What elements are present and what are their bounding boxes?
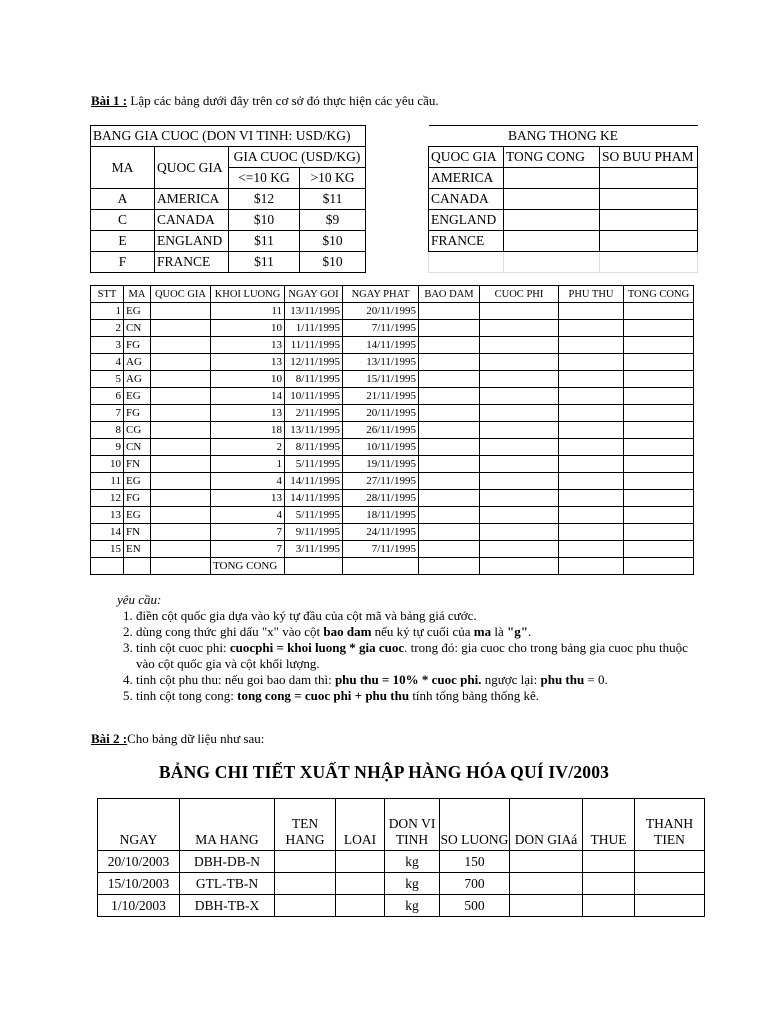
import-header-cell: SO LUONG <box>440 799 510 851</box>
main-row <box>91 388 694 405</box>
main-quoc-gia <box>151 405 211 422</box>
main-ngay-phat: 28/11/1995 <box>343 490 419 507</box>
main-empty-cell <box>419 320 480 337</box>
requirement-text: bao dam <box>323 624 372 639</box>
requirement-text: ngược lại: <box>481 672 541 687</box>
main-quoc-gia <box>151 439 211 456</box>
import-thue <box>583 895 635 917</box>
main-header-cell: STT <box>91 286 124 303</box>
main-ngay-phat: 15/11/1995 <box>343 371 419 388</box>
main-empty-cell <box>419 490 480 507</box>
main-empty-cell <box>624 354 694 371</box>
main-khoi-luong: 7 <box>211 524 285 541</box>
price-row <box>91 210 366 231</box>
requirement-item <box>136 672 696 688</box>
main-row <box>91 303 694 320</box>
main-empty-cell <box>419 354 480 371</box>
main-empty-cell <box>419 422 480 439</box>
import-header-cell: DON VI TINH <box>385 799 440 851</box>
main-empty-cell <box>559 320 624 337</box>
stats-tong-cong <box>504 231 600 252</box>
main-ngay-phat: 21/11/1995 <box>343 388 419 405</box>
main-empty-cell <box>624 473 694 490</box>
main-header-cell: PHU THU <box>559 286 624 303</box>
main-quoc-gia <box>151 490 211 507</box>
requirement-item <box>136 688 696 704</box>
main-header-cell: BAO DAM <box>419 286 480 303</box>
main-quoc-gia <box>151 337 211 354</box>
main-empty-cell <box>480 422 559 439</box>
main-stt: 15 <box>91 541 124 558</box>
main-row <box>91 354 694 371</box>
import-header-cell: NGAY <box>98 799 180 851</box>
import-so-luong: 700 <box>440 873 510 895</box>
main-empty-cell <box>419 439 480 456</box>
main-row <box>91 439 694 456</box>
main-ngay-goi: 9/11/1995 <box>285 524 343 541</box>
main-empty-cell <box>559 490 624 507</box>
requirement-item <box>136 640 696 672</box>
import-loai <box>336 851 385 873</box>
price-col-gt10: >10 KG <box>300 168 366 189</box>
main-khoi-luong: 4 <box>211 507 285 524</box>
import-don-vi-tinh: kg <box>385 851 440 873</box>
import-ngay: 15/10/2003 <box>98 873 180 895</box>
stats-so-buu-pham <box>600 189 698 210</box>
main-empty-cell <box>624 337 694 354</box>
price-col-gia-cuoc: GIA CUOC (USD/KG) <box>229 147 366 168</box>
bai1-text: Lập các bảng dưới đây trên cơ sở đó thực hiện các yêu cầu. <box>127 93 439 108</box>
price-gt10: $10 <box>300 231 366 252</box>
price-gt10: $10 <box>300 252 366 273</box>
main-khoi-luong: 13 <box>211 337 285 354</box>
import-don-vi-tinh: kg <box>385 895 440 917</box>
main-ma: EG <box>124 388 151 405</box>
main-ngay-phat: 7/11/1995 <box>343 541 419 558</box>
import-header-cell: TEN HANG <box>275 799 336 851</box>
stats-tong-cong <box>504 189 600 210</box>
bai1-label: Bài 1 : <box>91 93 128 108</box>
main-khoi-luong: 10 <box>211 320 285 337</box>
requirement-text: . <box>527 624 532 639</box>
import-so-luong: 500 <box>440 895 510 917</box>
main-empty-cell <box>559 473 624 490</box>
main-ma: EG <box>124 303 151 320</box>
main-stt: 3 <box>91 337 124 354</box>
main-quoc-gia <box>151 507 211 524</box>
price-table <box>90 125 366 273</box>
main-ngay-phat: 19/11/1995 <box>343 456 419 473</box>
requirement-text: "g" <box>507 624 528 639</box>
main-ngay-goi: 8/11/1995 <box>285 439 343 456</box>
requirement-text: điền cột quốc gia dựa vào ký tự đầu của cột mã và bảng giá cước. <box>136 608 477 623</box>
price-col-ma: MA <box>91 147 155 189</box>
main-stt: 9 <box>91 439 124 456</box>
requirement-text: nếu ký tự cuối của <box>371 624 474 639</box>
main-ngay-goi: 2/11/1995 <box>285 405 343 422</box>
import-row <box>98 895 705 917</box>
main-empty-cell <box>624 541 694 558</box>
main-empty-cell <box>559 456 624 473</box>
main-row <box>91 541 694 558</box>
main-empty-cell <box>559 337 624 354</box>
main-khoi-luong: 13 <box>211 490 285 507</box>
price-quoc-gia: CANADA <box>155 210 229 231</box>
import-don-gia <box>510 895 583 917</box>
main-empty-cell <box>419 405 480 422</box>
price-ma: C <box>91 210 155 231</box>
main-empty-cell <box>559 388 624 405</box>
import-ten-hang <box>275 895 336 917</box>
main-ma: AG <box>124 371 151 388</box>
main-ma: FN <box>124 456 151 473</box>
import-thanh-tien <box>635 873 705 895</box>
main-khoi-luong: 4 <box>211 473 285 490</box>
main-empty-cell <box>480 507 559 524</box>
import-ngay: 20/10/2003 <box>98 851 180 873</box>
main-empty-cell <box>624 439 694 456</box>
main-stt: 10 <box>91 456 124 473</box>
main-header-cell: QUOC GIA <box>151 286 211 303</box>
main-ngay-goi: 14/11/1995 <box>285 473 343 490</box>
import-table-title: BẢNG CHI TIẾT XUẤT NHẬP HÀNG HÓA QUÍ IV/2003 <box>158 762 610 782</box>
main-ma: FG <box>124 405 151 422</box>
main-empty-cell <box>480 371 559 388</box>
price-quoc-gia: AMERICA <box>155 189 229 210</box>
main-ma: AG <box>124 354 151 371</box>
import-ma-hang: DBH-DB-N <box>180 851 275 873</box>
main-row <box>91 320 694 337</box>
main-ngay-goi: 5/11/1995 <box>285 507 343 524</box>
main-ngay-phat: 20/11/1995 <box>343 303 419 320</box>
main-row <box>91 405 694 422</box>
main-quoc-gia <box>151 524 211 541</box>
main-ngay-phat: 24/11/1995 <box>343 524 419 541</box>
price-le10: $12 <box>229 189 300 210</box>
requirement-text: phu thu = 10% * cuoc phi. <box>334 672 482 687</box>
main-empty-cell <box>624 507 694 524</box>
main-ngay-goi: 3/11/1995 <box>285 541 343 558</box>
import-header-cell: DON GIAá <box>510 799 583 851</box>
main-stt: 4 <box>91 354 124 371</box>
price-le10: $11 <box>229 231 300 252</box>
main-ngay-goi: 11/11/1995 <box>285 337 343 354</box>
main-ngay-phat: 13/11/1995 <box>343 354 419 371</box>
bai2-label: Bài 2 : <box>91 731 128 746</box>
main-ngay-goi: 5/11/1995 <box>285 456 343 473</box>
main-stt: 14 <box>91 524 124 541</box>
stats-col-so-buu-pham: SO BUU PHAM <box>600 147 698 168</box>
main-khoi-luong: 18 <box>211 422 285 439</box>
price-row <box>91 231 366 252</box>
import-don-gia <box>510 873 583 895</box>
main-empty-cell <box>624 371 694 388</box>
stats-col-quoc-gia: QUOC GIA <box>429 147 504 168</box>
main-empty-cell <box>624 303 694 320</box>
main-empty-cell <box>624 388 694 405</box>
bai2-text: Cho bảng dữ liệu như sau: <box>127 731 265 746</box>
stats-row <box>429 168 698 189</box>
import-ngay: 1/10/2003 <box>98 895 180 917</box>
price-row <box>91 189 366 210</box>
main-khoi-luong: 14 <box>211 388 285 405</box>
main-empty-cell <box>559 524 624 541</box>
bai2-intro <box>91 731 264 747</box>
requirement-item <box>136 608 696 624</box>
main-khoi-luong: 10 <box>211 371 285 388</box>
price-le10: $11 <box>229 252 300 273</box>
import-ten-hang <box>275 851 336 873</box>
requirement-item <box>136 624 696 640</box>
price-le10: $10 <box>229 210 300 231</box>
stats-so-buu-pham <box>600 231 698 252</box>
main-empty-cell <box>624 524 694 541</box>
main-ma: FG <box>124 337 151 354</box>
main-ma: CG <box>124 422 151 439</box>
requirement-text: tinh cột cuoc phi: <box>136 640 230 655</box>
main-quoc-gia <box>151 354 211 371</box>
stats-so-buu-pham <box>600 210 698 231</box>
main-empty-cell <box>480 439 559 456</box>
requirement-text: tính tổng bảng thống kê. <box>409 688 540 703</box>
main-empty-cell <box>419 507 480 524</box>
requirement-text: tinh cột tong cong: <box>136 688 238 703</box>
main-empty-cell <box>480 456 559 473</box>
main-empty-cell <box>559 371 624 388</box>
main-stt: 11 <box>91 473 124 490</box>
main-empty-cell <box>419 541 480 558</box>
main-header-cell: CUOC PHI <box>480 286 559 303</box>
main-empty-cell <box>559 422 624 439</box>
main-empty-cell <box>480 388 559 405</box>
main-row <box>91 456 694 473</box>
main-khoi-luong: 2 <box>211 439 285 456</box>
main-header-cell: NGAY GOI <box>285 286 343 303</box>
import-header-cell: LOAI <box>336 799 385 851</box>
main-quoc-gia <box>151 473 211 490</box>
stats-quoc-gia: CANADA <box>429 189 504 210</box>
import-ten-hang <box>275 873 336 895</box>
stats-tong-cong <box>504 168 600 189</box>
main-ngay-phat: 26/11/1995 <box>343 422 419 439</box>
main-khoi-luong: 13 <box>211 354 285 371</box>
import-don-gia <box>510 851 583 873</box>
main-ngay-phat: 10/11/1995 <box>343 439 419 456</box>
main-empty-cell <box>480 541 559 558</box>
main-ma: CN <box>124 320 151 337</box>
price-col-quoc-gia: QUOC GIA <box>155 147 229 189</box>
main-khoi-luong: 11 <box>211 303 285 320</box>
main-quoc-gia <box>151 541 211 558</box>
main-stt: 8 <box>91 422 124 439</box>
main-ngay-goi: 10/11/1995 <box>285 388 343 405</box>
main-ngay-goi: 8/11/1995 <box>285 371 343 388</box>
main-ma: EG <box>124 507 151 524</box>
requirements-title: yêu cầu: <box>117 592 162 607</box>
requirement-text: dùng cong thức ghi dấu "x" vào cột <box>136 624 324 639</box>
main-empty-cell <box>480 473 559 490</box>
main-ngay-phat: 14/11/1995 <box>343 337 419 354</box>
stats-quoc-gia: FRANCE <box>429 231 504 252</box>
main-empty-cell <box>480 405 559 422</box>
price-table-title: BANG GIA CUOC (DON VI TINH: USD/KG) <box>91 126 366 147</box>
requirement-text: cuocphi = khoi luong * gia cuoc <box>229 640 405 655</box>
import-loai <box>336 873 385 895</box>
import-thanh-tien <box>635 851 705 873</box>
import-table <box>97 798 705 917</box>
main-empty-cell <box>419 473 480 490</box>
main-empty-cell <box>480 524 559 541</box>
main-ma: EN <box>124 541 151 558</box>
main-ma: CN <box>124 439 151 456</box>
main-row <box>91 422 694 439</box>
main-ma: FN <box>124 524 151 541</box>
main-khoi-luong: 7 <box>211 541 285 558</box>
main-empty-cell <box>559 541 624 558</box>
main-header-cell: NGAY PHAT <box>343 286 419 303</box>
main-stt: 12 <box>91 490 124 507</box>
main-stt: 13 <box>91 507 124 524</box>
main-table <box>90 285 694 575</box>
main-stt: 6 <box>91 388 124 405</box>
main-ma: EG <box>124 473 151 490</box>
main-header-cell: TONG CONG <box>624 286 694 303</box>
main-empty-cell <box>480 354 559 371</box>
main-empty-cell <box>624 456 694 473</box>
main-empty-cell <box>419 371 480 388</box>
price-quoc-gia: FRANCE <box>155 252 229 273</box>
main-ngay-goi: 1/11/1995 <box>285 320 343 337</box>
stats-quoc-gia: ENGLAND <box>429 210 504 231</box>
main-header-cell: MA <box>124 286 151 303</box>
import-ma-hang: GTL-TB-N <box>180 873 275 895</box>
requirement-text: tinh cột phu thu: nếu goi bao dam thì: <box>136 672 335 687</box>
main-empty-cell <box>480 337 559 354</box>
main-total-label: TONG CONG <box>211 558 285 575</box>
import-ma-hang: DBH-TB-X <box>180 895 275 917</box>
import-loai <box>336 895 385 917</box>
main-empty-cell <box>624 320 694 337</box>
main-ngay-phat: 7/11/1995 <box>343 320 419 337</box>
main-stt: 1 <box>91 303 124 320</box>
import-so-luong: 150 <box>440 851 510 873</box>
main-empty-cell <box>480 490 559 507</box>
main-row <box>91 473 694 490</box>
price-col-le10: <=10 KG <box>229 168 300 189</box>
main-empty-cell <box>559 405 624 422</box>
main-empty-cell <box>419 303 480 320</box>
stats-table <box>428 125 698 273</box>
price-gt10: $9 <box>300 210 366 231</box>
requirement-text: ma <box>473 624 492 639</box>
main-empty-cell <box>559 354 624 371</box>
main-row <box>91 337 694 354</box>
stats-col-tong-cong: TONG CONG <box>504 147 600 168</box>
main-ngay-phat: 27/11/1995 <box>343 473 419 490</box>
stats-table-title: BANG THONG KE <box>429 126 698 147</box>
main-ngay-goi: 12/11/1995 <box>285 354 343 371</box>
price-ma: F <box>91 252 155 273</box>
main-empty-cell <box>419 337 480 354</box>
main-ngay-goi: 13/11/1995 <box>285 303 343 320</box>
price-row <box>91 252 366 273</box>
import-header-cell: MA HANG <box>180 799 275 851</box>
main-empty-cell <box>624 490 694 507</box>
stats-row <box>429 231 698 252</box>
price-gt10: $11 <box>300 189 366 210</box>
main-empty-cell <box>624 405 694 422</box>
main-empty-cell <box>419 524 480 541</box>
main-ngay-goi: 14/11/1995 <box>285 490 343 507</box>
main-stt: 5 <box>91 371 124 388</box>
main-khoi-luong: 13 <box>211 405 285 422</box>
main-empty-cell <box>559 439 624 456</box>
main-ngay-phat: 20/11/1995 <box>343 405 419 422</box>
main-row <box>91 371 694 388</box>
stats-quoc-gia: AMERICA <box>429 168 504 189</box>
main-empty-cell <box>559 507 624 524</box>
requirement-text: = 0. <box>584 672 608 687</box>
main-row <box>91 507 694 524</box>
main-row <box>91 524 694 541</box>
main-empty-cell <box>480 320 559 337</box>
price-quoc-gia: ENGLAND <box>155 231 229 252</box>
stats-so-buu-pham <box>600 168 698 189</box>
main-empty-cell <box>419 456 480 473</box>
requirements-list <box>112 608 696 704</box>
requirement-text: tong cong = cuoc phi + phu thu <box>237 688 410 703</box>
main-ngay-goi: 13/11/1995 <box>285 422 343 439</box>
main-quoc-gia <box>151 456 211 473</box>
import-thue <box>583 873 635 895</box>
stats-tong-cong <box>504 210 600 231</box>
main-khoi-luong: 1 <box>211 456 285 473</box>
main-stt: 2 <box>91 320 124 337</box>
main-row <box>91 490 694 507</box>
main-empty-cell <box>624 422 694 439</box>
main-stt: 7 <box>91 405 124 422</box>
price-ma: A <box>91 189 155 210</box>
import-row <box>98 873 705 895</box>
import-thanh-tien <box>635 895 705 917</box>
import-don-vi-tinh: kg <box>385 873 440 895</box>
requirement-text: là <box>491 624 507 639</box>
main-empty-cell <box>480 303 559 320</box>
main-quoc-gia <box>151 371 211 388</box>
import-thue <box>583 851 635 873</box>
import-row <box>98 851 705 873</box>
import-header-cell: THANH TIEN <box>635 799 705 851</box>
bai1-intro <box>91 93 439 109</box>
requirement-text: phu thu <box>540 672 585 687</box>
main-quoc-gia <box>151 422 211 439</box>
main-ma: FG <box>124 490 151 507</box>
main-header-cell: KHOI LUONG <box>211 286 285 303</box>
stats-row <box>429 189 698 210</box>
import-header-cell: THUE <box>583 799 635 851</box>
main-ngay-phat: 18/11/1995 <box>343 507 419 524</box>
main-quoc-gia <box>151 388 211 405</box>
main-quoc-gia <box>151 320 211 337</box>
price-ma: E <box>91 231 155 252</box>
stats-row <box>429 210 698 231</box>
main-empty-cell <box>419 388 480 405</box>
main-quoc-gia <box>151 303 211 320</box>
requirement-text: . trong đó: gia cuoc cho trong bảng gia cuoc phu thuộc vào cột quốc gia và cột khối lượng. <box>136 640 688 671</box>
main-empty-cell <box>559 303 624 320</box>
